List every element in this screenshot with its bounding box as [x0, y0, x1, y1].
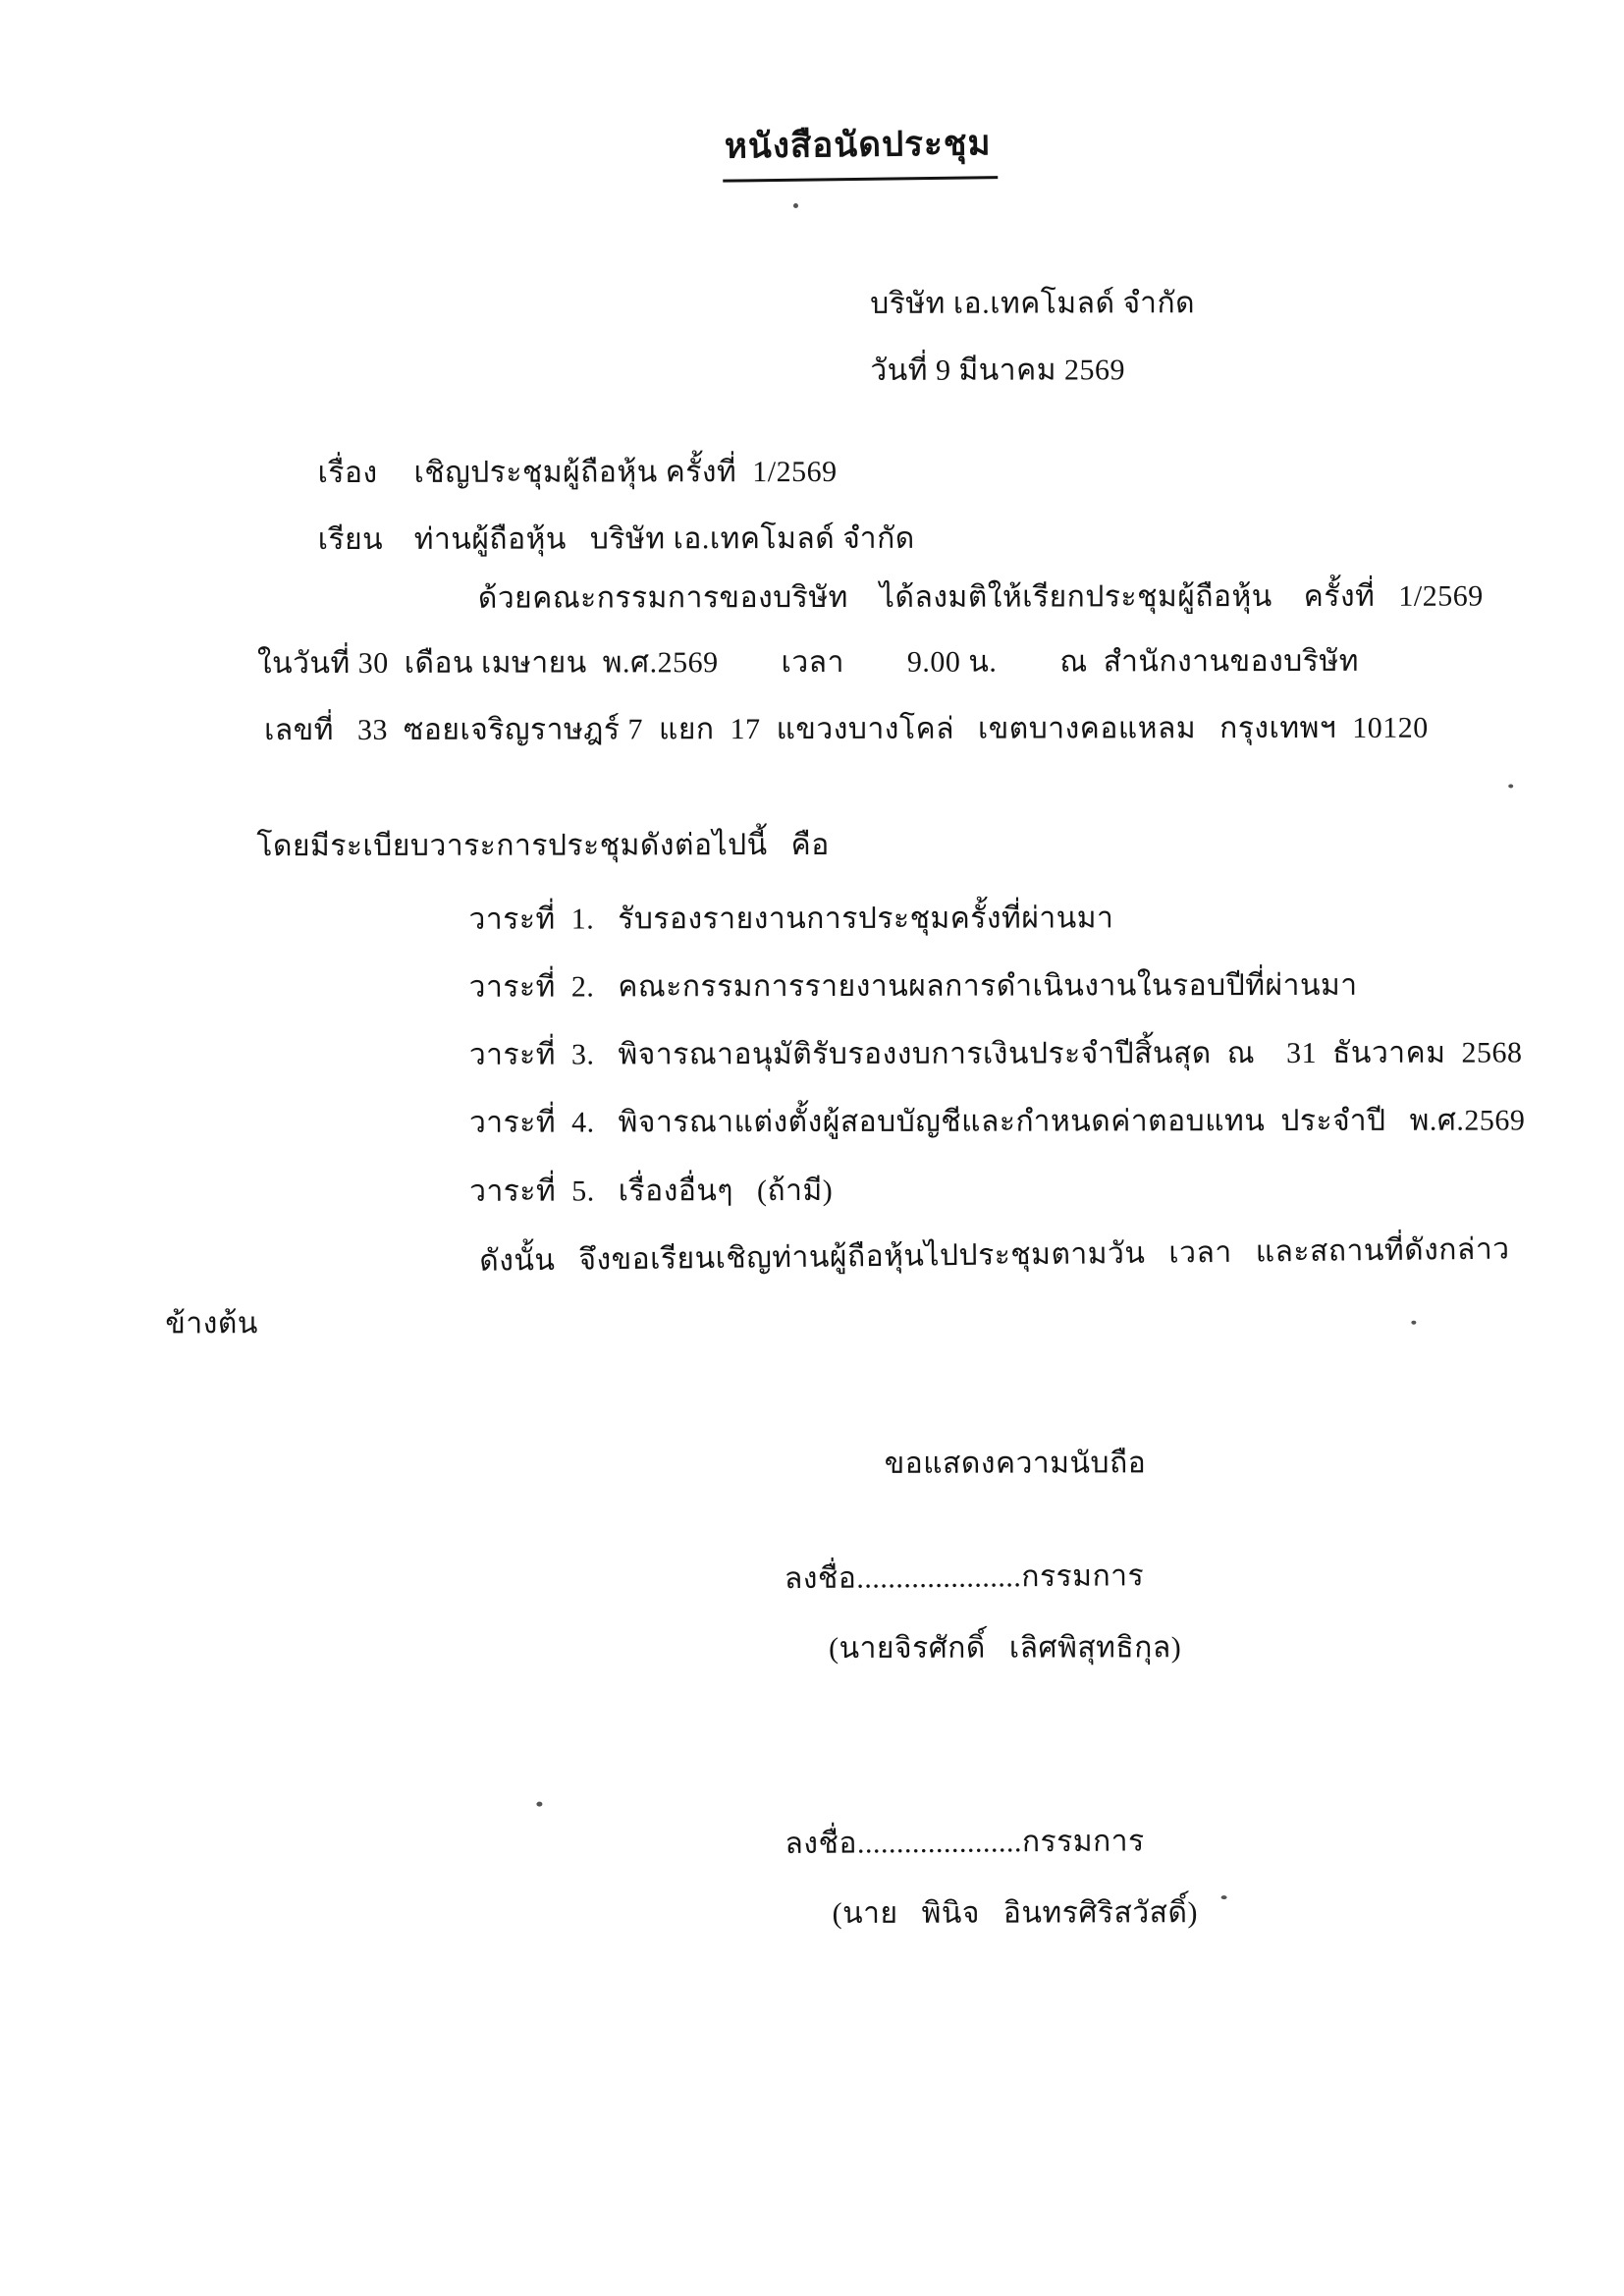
scan-speck — [1221, 1895, 1227, 1899]
closing-paragraph-line-2: ข้างต้น — [165, 1307, 258, 1340]
signature-line-director-2: ลงชื่อ.....................กรรมการ — [785, 1825, 1145, 1861]
closing-paragraph-line-1: ดังนั้น จึงขอเรียนเชิญท่านผู้ถือหุ้นไปประชุมตามวัน เวลา และสถานที่ดังกล่าว — [479, 1232, 1510, 1278]
recipient-text: ท่านผู้ถือหุ้น บริษัท เอ.เทคโมลด์ จำกัด — [413, 521, 915, 556]
scan-speck — [793, 203, 798, 208]
agenda-item-5: วาระที่ 5. เรื่องอื่นๆ (ถ้ามี) — [469, 1174, 834, 1208]
scan-speck — [1508, 785, 1513, 789]
document-title: หนังสือนัดประชุม — [722, 116, 998, 183]
agenda-intro: โดยมีระเบียบวาระการประชุมดังต่อไปนี้ คือ — [256, 828, 830, 863]
body-paragraph-line-2: ในวันที่ 30 เดือน เมษายน พ.ศ.2569 เวลา 9.00 น. ณ สำนักงานของบริษัท — [256, 644, 1359, 681]
scan-speck — [536, 1802, 542, 1807]
signatory-name-1: (นายจิรศักดิ์ เลิศพิสุทธิกุล) — [829, 1631, 1182, 1665]
body-paragraph-line-3: เลขที่ 33 ซอยเจริญราษฎร์ 7 แยก 17 แขวงบางโคล่ เขตบางคอแหลม กรุงเทพฯ 10120 — [264, 711, 1429, 747]
document-date: วันที่ 9 มีนาคม 2569 — [870, 354, 1125, 387]
recipient-row — [271, 486, 915, 593]
complimentary-close: ขอแสดงความนับถือ — [884, 1447, 1147, 1480]
agenda-item-4: วาระที่ 4. พิจารณาแต่งตั้งผู้สอบบัญชีและกำหนดค่าตอบแทน ประจำปี พ.ศ.2569 — [468, 1104, 1526, 1139]
agenda-item-1: วาระที่ 1. รับรองรายงานการประชุมครั้งที่ผ่านมา — [468, 902, 1114, 936]
scan-speck — [1411, 1321, 1416, 1325]
agenda-item-3: วาระที่ 3. พิจารณาอนุมัติรับรองงบการเงินประจำปีสิ้นสุด ณ 31 ธันวาคม 2568 — [468, 1036, 1523, 1071]
subject-label: เรื่อง — [317, 456, 378, 490]
body-paragraph-line-1: ด้วยคณะกรรมการของบริษัท ได้ลงมติให้เรียกประชุมผู้ถือหุ้น ครั้งที่ 1/2569 — [477, 579, 1484, 615]
recipient-label: เรียน — [317, 522, 384, 557]
company-name: บริษัท เอ.เทคโมลด์ จำกัด — [870, 287, 1196, 320]
agenda-item-2: วาระที่ 2. คณะกรรมการรายงานผลการดำเนินงานในรอบปีที่ผ่านมา — [468, 968, 1358, 1004]
signature-line-director-1: ลงชื่อ.....................กรรมการ — [784, 1559, 1145, 1596]
subject-text: เชิญประชุมผู้ถือหุ้น ครั้งที่ 1/2569 — [413, 455, 838, 489]
signatory-name-2: (นาย พินิจ อินทรศิริสวัสดิ์) — [832, 1896, 1198, 1930]
